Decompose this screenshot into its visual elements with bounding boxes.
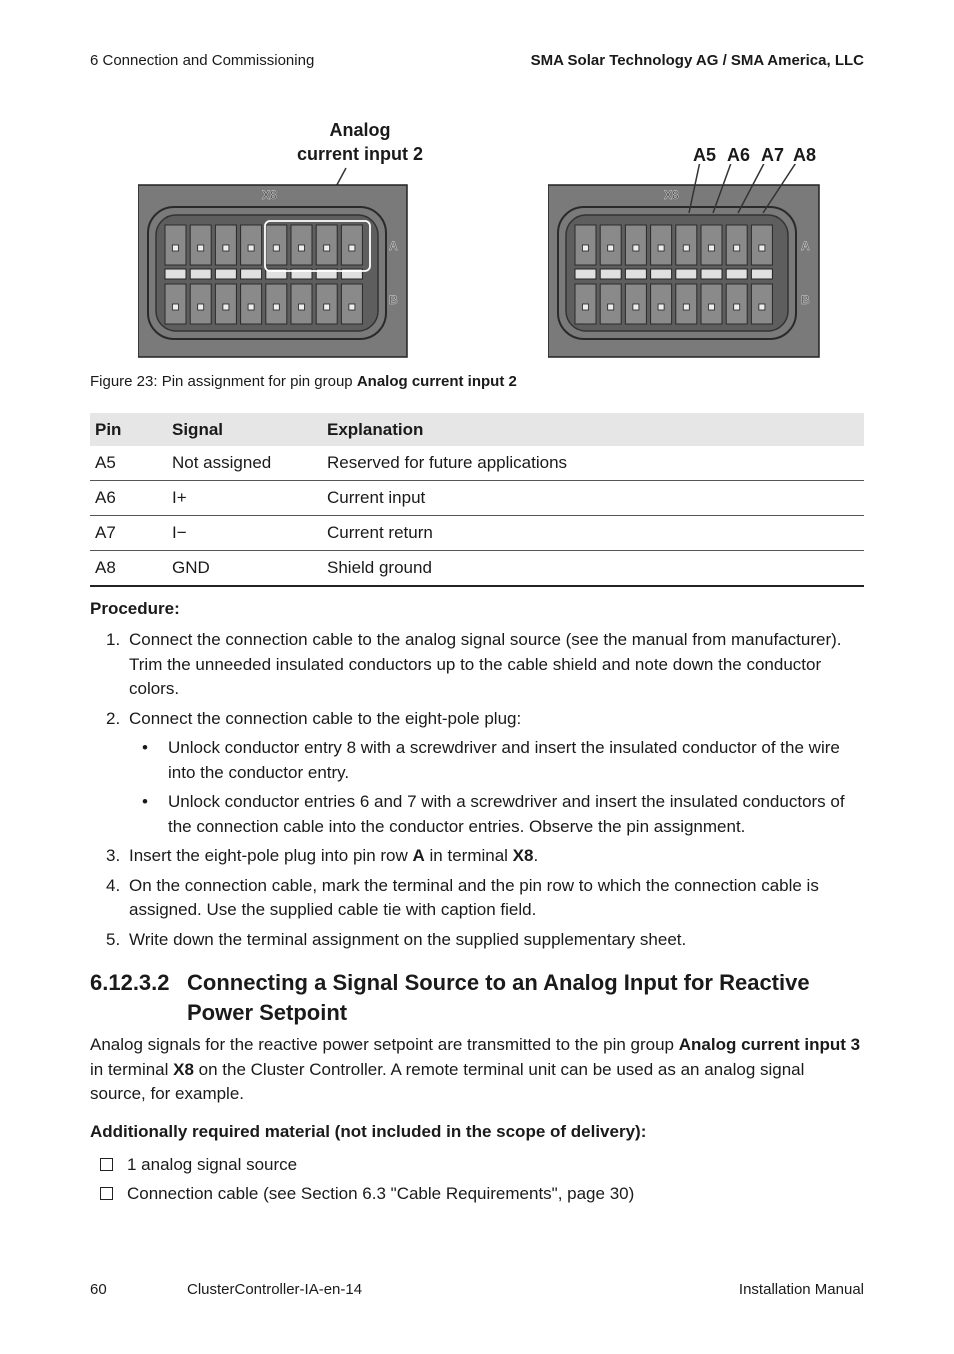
cell-signal: Not assigned — [167, 446, 322, 481]
connector-diagram-right — [548, 164, 823, 360]
section-title-line2: Power Setpoint — [187, 1000, 348, 1025]
sub-step — [129, 790, 870, 839]
step3-part1: Insert the eight-pole plug into pin row — [129, 846, 413, 865]
table-row — [90, 551, 864, 587]
cell-signal: I+ — [167, 481, 322, 516]
table-row — [90, 516, 864, 551]
pin-separator — [165, 269, 186, 279]
header-company: SMA Solar Technology AG / SMA America, LLC — [530, 52, 864, 69]
pin-screw-icon — [248, 304, 254, 310]
caption-bold: Analog current input 2 — [356, 373, 517, 390]
section-title-line1: Connecting a Signal Source to an Analog Input for Reactive — [187, 970, 810, 995]
procedure-step — [90, 707, 870, 840]
table-row — [90, 481, 864, 516]
sub-step-text: Unlock conductor entries 6 and 7 with a screwdriver and insert the insulated conductors of the connection cable into the conductor entries. Observe the pin assignment. — [168, 792, 845, 836]
label-line1: Analog — [329, 120, 391, 140]
step-text: Connect the connection cable to the eight-pole plug: — [129, 708, 522, 728]
pin-screw-icon — [759, 245, 765, 251]
para-part5: on the Cluster Controller. A remote terminal unit can be used as an analog signal source, for example. — [90, 1059, 805, 1103]
checklist-item — [100, 1179, 634, 1208]
cell-explanation: Shield ground — [322, 551, 864, 587]
step-number: 1. — [106, 630, 121, 649]
pin-screw-icon — [709, 304, 715, 310]
pin-separator — [575, 269, 596, 279]
connector-diagram-left — [138, 164, 410, 360]
row-label-b: B — [801, 293, 810, 307]
col-header-signal: Signal — [167, 413, 322, 446]
pin-screw-icon — [299, 304, 305, 310]
cell-explanation: Reserved for future applications — [322, 446, 864, 481]
footer-document-id: ClusterController-IA-en-14 — [187, 1281, 363, 1298]
terminal-name: X8 — [512, 846, 534, 865]
pin-screw-icon — [173, 304, 179, 310]
checkbox-icon — [100, 1158, 113, 1171]
pin-screw-icon — [223, 304, 229, 310]
analog-current-input-label — [260, 118, 460, 166]
cell-explanation: Current return — [322, 516, 864, 551]
pin-screw-icon — [658, 245, 664, 251]
pin-screw-icon — [658, 304, 664, 310]
section-number: 6.12.3.2 — [90, 970, 170, 995]
step-number: 4. — [106, 875, 121, 895]
pin-group-name: Analog current input 3 — [678, 1035, 861, 1054]
pin-screw-icon — [248, 245, 254, 251]
sub-step-text: Unlock conductor entry 8 with a screwdriver and insert the insulated conductor of the wire into the conductor entry. — [168, 738, 840, 782]
step-number: 5. — [106, 929, 121, 949]
cell-pin: A5 — [90, 446, 167, 481]
pin-separator — [751, 269, 772, 279]
step3-part5: . — [533, 846, 539, 865]
step-text — [129, 846, 538, 865]
pin-label-a7: A7 — [761, 145, 785, 165]
label-line2: current input 2 — [296, 144, 423, 164]
cell-signal: I− — [167, 516, 322, 551]
cell-explanation: Current input — [322, 481, 864, 516]
pin-separator — [726, 269, 747, 279]
pin-screw-icon — [349, 304, 355, 310]
cell-pin: A6 — [90, 481, 167, 516]
pin-screw-icon — [324, 245, 330, 251]
checklist-item-text: 1 analog signal source — [127, 1155, 298, 1174]
checkbox-icon — [100, 1187, 113, 1200]
pin-screw-icon — [608, 304, 614, 310]
bullet-icon: • — [142, 792, 148, 811]
para-part3: in terminal — [90, 1059, 174, 1079]
pin-screw-icon — [709, 245, 715, 251]
row-label-a: A — [801, 239, 810, 253]
sub-step — [129, 736, 870, 785]
pin-label-a6: A6 — [727, 145, 751, 165]
required-material-list — [100, 1150, 634, 1208]
pin-screw-icon — [324, 304, 330, 310]
pin-screw-icon — [583, 245, 589, 251]
step-text: Connect the connection cable to the analog signal source (see the manual from manufacturer). Trim the unneeded insulated conductors up to the cable shield and note down the conductor colors. — [129, 630, 842, 698]
pin-screw-icon — [734, 245, 740, 251]
bullet-icon: • — [142, 738, 148, 757]
procedure-title: Procedure: — [90, 599, 180, 618]
step3-part3: in terminal — [424, 846, 513, 865]
pin-screw-icon — [198, 245, 204, 251]
sub-steps — [129, 736, 870, 839]
required-material-title: Additionally required material (not included in the scope of delivery): — [90, 1122, 647, 1141]
step-number: 2. — [106, 708, 121, 728]
pin-label-a5: A5 — [693, 145, 717, 165]
caption-prefix: Figure 23: Pin assignment for pin group — [90, 373, 357, 390]
section-paragraph — [90, 1033, 864, 1107]
pin-screw-icon — [273, 304, 279, 310]
pin-screw-icon — [734, 304, 740, 310]
pin-label-a8: A8 — [793, 145, 817, 165]
footer-manual-type: Installation Manual — [738, 1281, 864, 1298]
procedure-step — [90, 844, 870, 869]
pin-row-name: A — [412, 846, 425, 865]
row-label-b: B — [389, 293, 398, 307]
terminal-name: X8 — [173, 1059, 194, 1079]
pin-separator — [651, 269, 672, 279]
pin-separator — [701, 269, 722, 279]
table-header-row — [90, 413, 864, 446]
pin-assignment-table — [90, 413, 864, 587]
pin-separator — [625, 269, 646, 279]
pin-screw-icon — [273, 245, 279, 251]
procedure-step — [90, 628, 870, 702]
terminal-label-x8: X8 — [262, 188, 277, 202]
pin-screw-icon — [299, 245, 305, 251]
pin-separator — [241, 269, 262, 279]
checklist-item-text: Connection cable (see Section 6.3 "Cable Requirements", page 30) — [127, 1184, 635, 1203]
pin-screw-icon — [608, 245, 614, 251]
table-row — [90, 446, 864, 481]
pin-screw-icon — [173, 245, 179, 251]
terminal-label-x8: X8 — [664, 188, 679, 202]
col-header-pin: Pin — [90, 413, 167, 446]
pin-separator — [600, 269, 621, 279]
row-label-a: A — [389, 239, 398, 253]
pin-screw-icon — [583, 304, 589, 310]
figure-caption — [90, 373, 517, 390]
step-text: On the connection cable, mark the terminal and the pin row to which the connection cable is assigned. Use the supplied cable tie with caption field. — [129, 875, 819, 919]
pin-screw-icon — [633, 304, 639, 310]
pin-screw-icon — [198, 304, 204, 310]
pin-separator — [676, 269, 697, 279]
pin-screw-icon — [223, 245, 229, 251]
pin-screw-icon — [759, 304, 765, 310]
col-header-explanation: Explanation — [322, 413, 864, 446]
para-part1: Analog signals for the reactive power setpoint are transmitted to the pin group — [90, 1035, 679, 1054]
checklist-item — [100, 1150, 634, 1179]
pin-screw-icon — [633, 245, 639, 251]
step-text: Write down the terminal assignment on the supplied supplementary sheet. — [129, 929, 687, 949]
cell-pin: A7 — [90, 516, 167, 551]
pin-screw-icon — [683, 245, 689, 251]
procedure-step — [90, 874, 870, 923]
step-number: 3. — [106, 846, 121, 865]
cell-pin: A8 — [90, 551, 167, 587]
pin-separator — [190, 269, 211, 279]
procedure-steps — [90, 628, 870, 957]
header-chapter: 6 Connection and Commissioning — [90, 52, 315, 69]
procedure-step — [90, 928, 870, 953]
pin-screw-icon — [683, 304, 689, 310]
section-heading — [90, 968, 870, 1028]
pin-separator — [215, 269, 236, 279]
footer-page-number: 60 — [90, 1281, 107, 1298]
pin-screw-icon — [349, 245, 355, 251]
cell-signal: GND — [167, 551, 322, 587]
